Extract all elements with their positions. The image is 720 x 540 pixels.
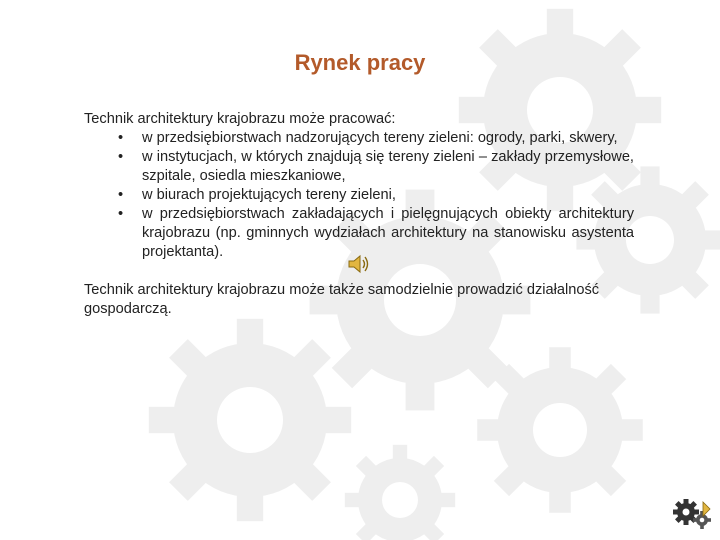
intro-text: Technik architektury krajobrazu może pracować: [84,111,396,127]
list-item [84,129,634,148]
list-item [84,186,634,205]
gear-nav-icon[interactable] [672,496,712,530]
bullet-marker: • [118,187,124,203]
slide-body [84,110,634,319]
bullet-list [84,129,634,262]
slide-title: Rynek pracy [294,50,426,75]
list-item-text: w biurach projektujących tereny zieleni, [142,187,396,203]
list-item-text: w przedsiębiorstwach zakładających i pielęgnujących obiekty architektury krajobrazu (np. gminnych wydziałach architektury na stanowisku asystenta projektanta). [142,206,634,260]
bullet-marker: • [118,130,124,146]
list-item-text: w instytucjach, w których znajdują się tereny zieleni – zakłady przemysłowe, szpitale, osiedla mieszkaniowe, [142,149,634,184]
closing-text: Technik architektury krajobrazu może także samodzielnie prowadzić działalność gospodarczą. [84,282,600,317]
bullet-marker: • [118,149,124,165]
list-item [84,148,634,186]
list-item-text: w przedsiębiorstwach nadzorujących tereny zieleni: ogrody, parki, skwery, [142,130,618,146]
bullet-marker: • [118,206,124,222]
speaker-icon[interactable] [347,253,371,275]
